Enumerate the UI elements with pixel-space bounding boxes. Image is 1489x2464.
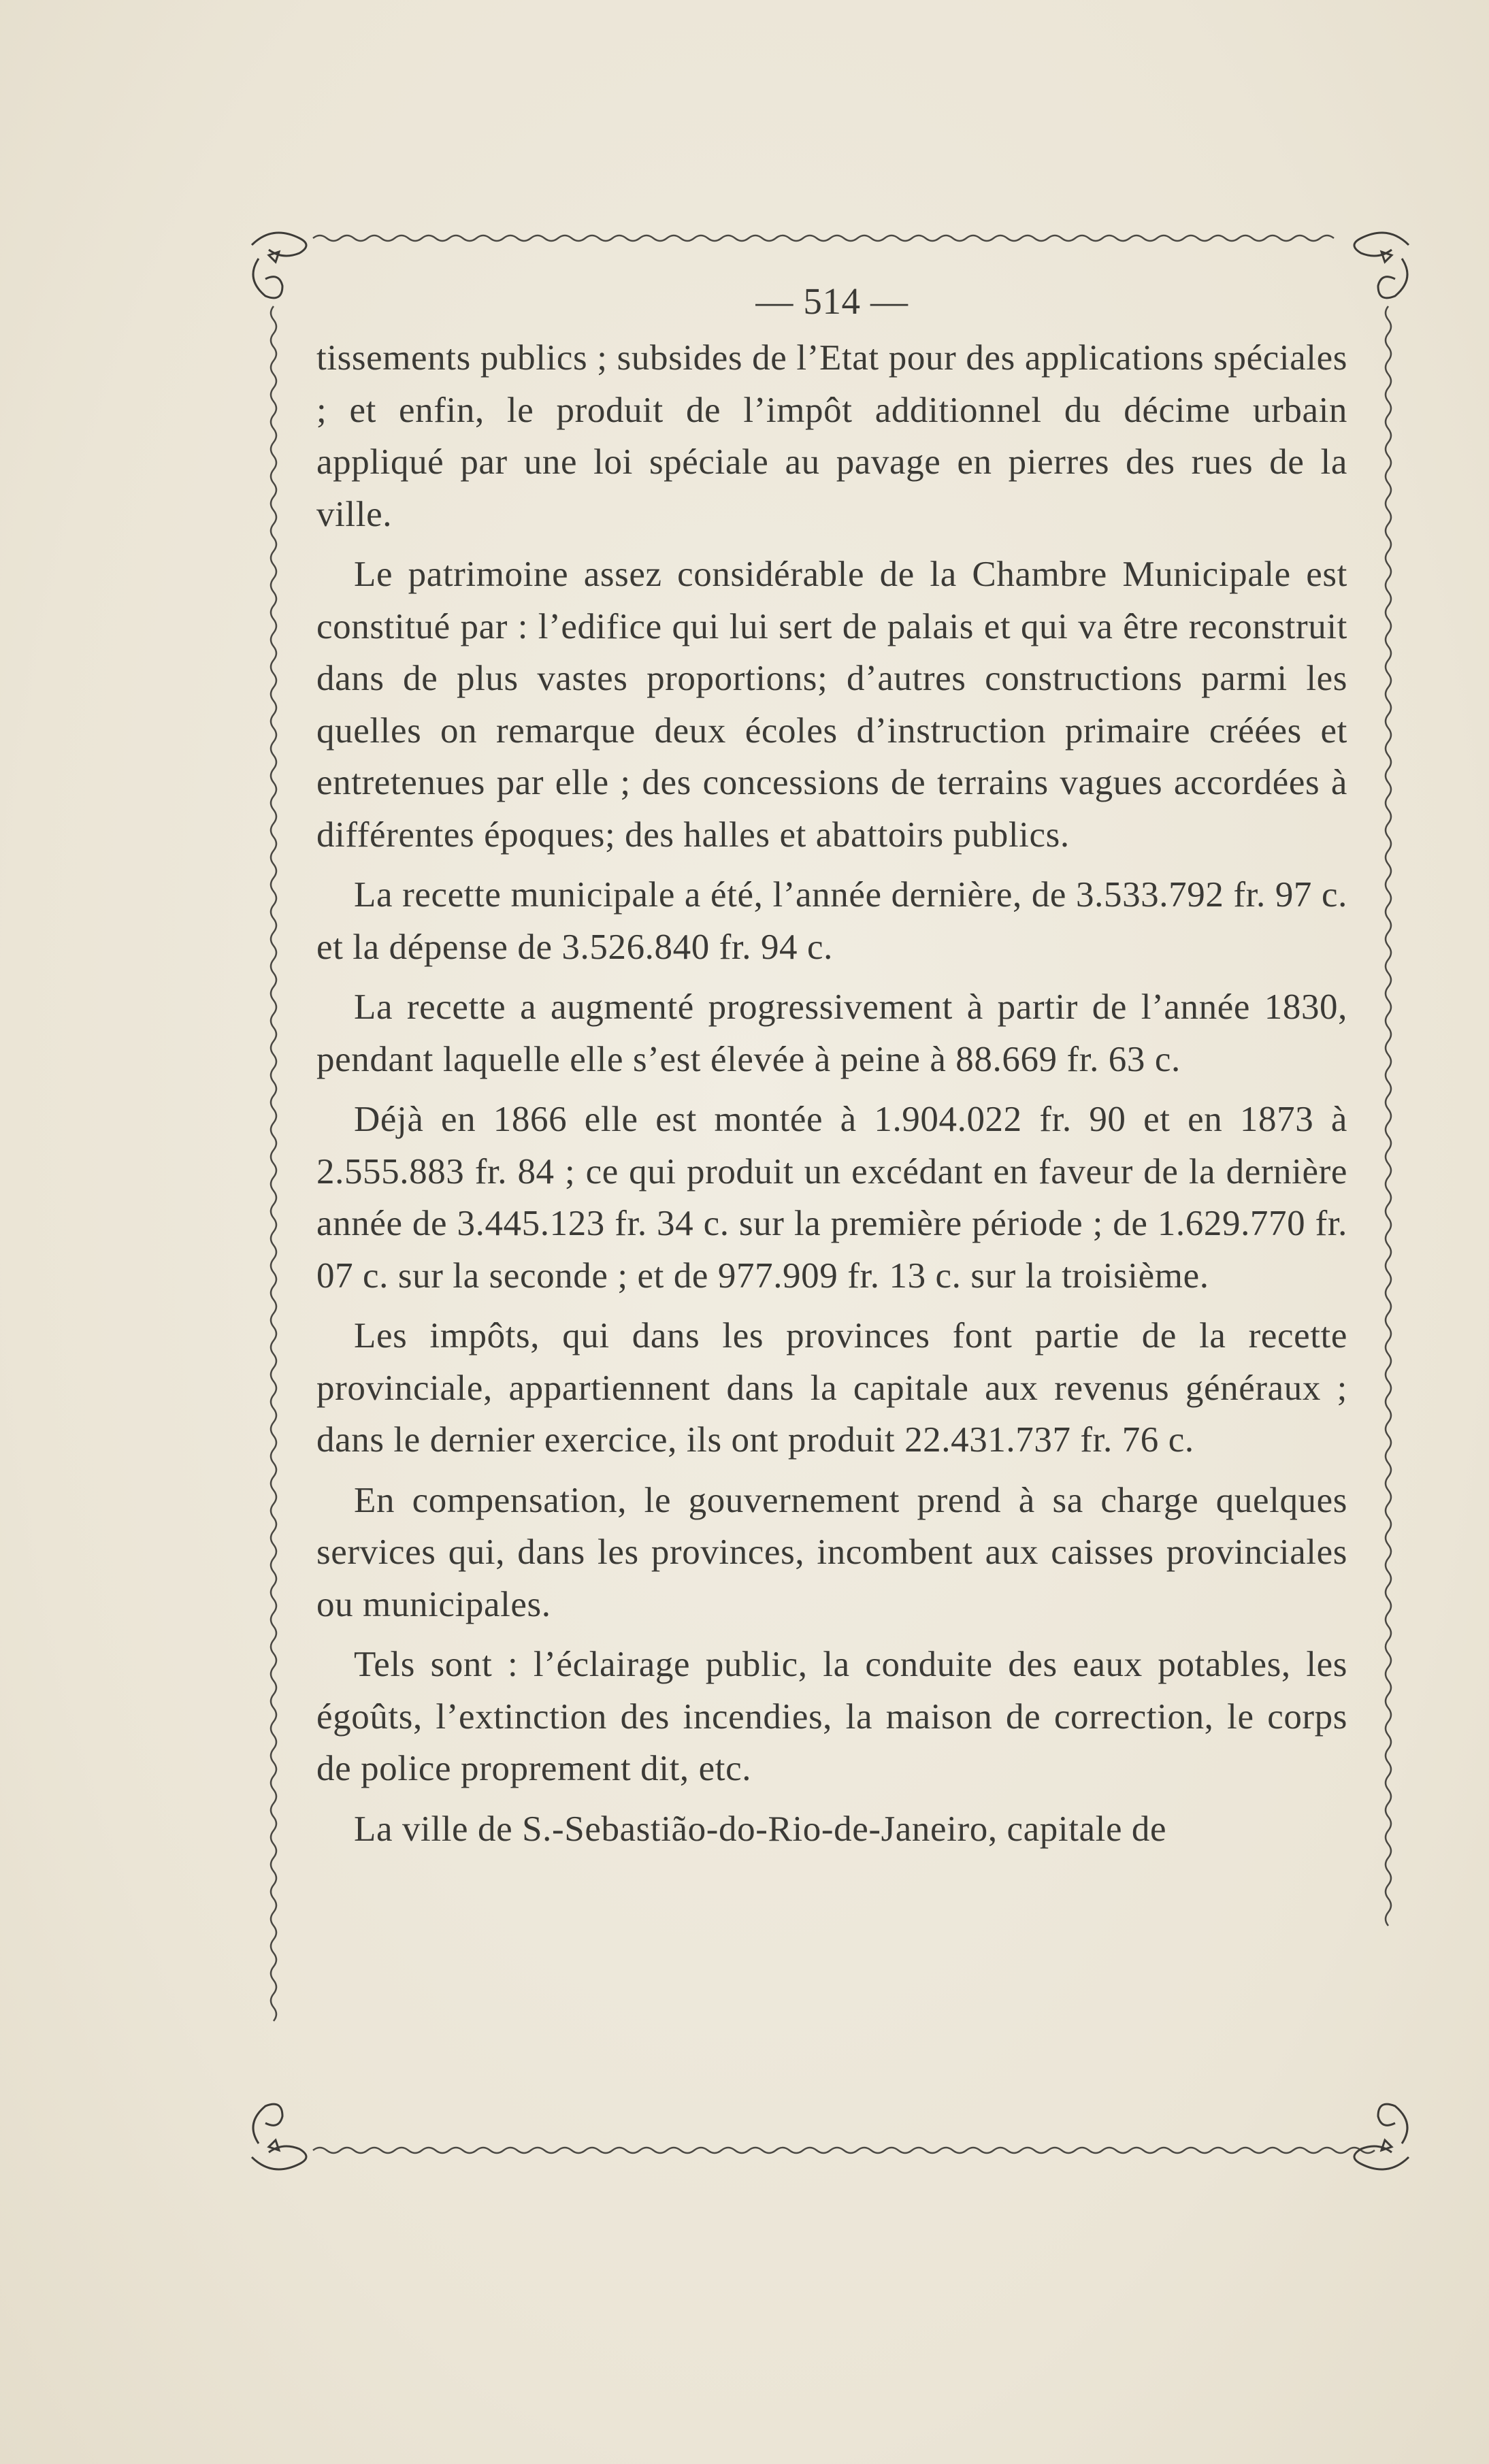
corner-ornament-bottom-left	[252, 2104, 306, 2169]
right-wavy-rule	[1386, 306, 1391, 1926]
paragraph: En compensation, le gouvernement prend à sa charge quelques services qui, dans les provinces, incombent aux caisses provinciales ou municipales.	[316, 1480, 1347, 1624]
paragraph: Le patrimoine assez considérable de la Chambre Municipale est constitué par : l’edifice qui lui sert de palais et qui va être reconstruit dans de plus vastes proportions; d’autres constructions parmi les quelles on remarque deux écoles d’instruction primaire créées et entretenues par elle ; des concessions de terrains vagues accordées à différentes époques; des halles et abattoirs publics.	[316, 555, 1347, 855]
paragraph: Tels sont : l’éclairage public, la conduite des eaux potables, les égoûts, l’extinction des incendies, la maison de correction, le corps de police proprement dit, etc.	[316, 1645, 1347, 1788]
paragraph: La ville de S.-Sebastião-do-Rio-de-Janeiro, capitale de	[354, 1809, 1167, 1849]
corner-ornament-top-left	[252, 233, 306, 298]
left-wavy-rule	[271, 306, 276, 2021]
paragraph: La recette municipale a été, l’année dernière, de 3.533.792 fr. 97 c. et la dépense de 3.526.840 fr. 94 c.	[316, 875, 1347, 967]
bottom-wavy-rule	[313, 2148, 1375, 2153]
page-number: — 514 —	[755, 280, 909, 322]
top-wavy-rule	[313, 235, 1334, 241]
paragraph: Déjà en 1866 elle est montée à 1.904.022 fr. 90 et en 1873 à 2.555.883 fr. 84 ; ce qui produit un excédant en faveur de la dernière année de 3.445.123 fr. 34 c. sur la première période ; de 1.629.770 fr. 07 c. sur la seconde ; et de 977.909 fr. 13 c. sur la troisième.	[316, 1100, 1347, 1296]
page-text	[316, 276, 1347, 1863]
paragraph: tissements publics ; subsides de l’Etat pour des applications spéciales ; et enfin, le produit de l’impôt additionnel du décime urbain appliqué par une loi spéciale au pavage en pierres des rues de la ville.	[316, 338, 1347, 534]
corner-ornament-bottom-right	[1354, 2104, 1409, 2169]
corner-ornament-top-right	[1354, 233, 1409, 298]
paragraph: La recette a augmenté progressivement à partir de l’année 1830, pendant laquelle elle s’est élevée à peine à 88.669 fr. 63 c.	[316, 987, 1347, 1079]
paragraph: Les impôts, qui dans les provinces font partie de la recette provinciale, appartiennent dans la capitale aux revenus généraux ; dans le dernier exercice, ils ont produit 22.431.737 fr. 76 c.	[316, 1316, 1347, 1460]
